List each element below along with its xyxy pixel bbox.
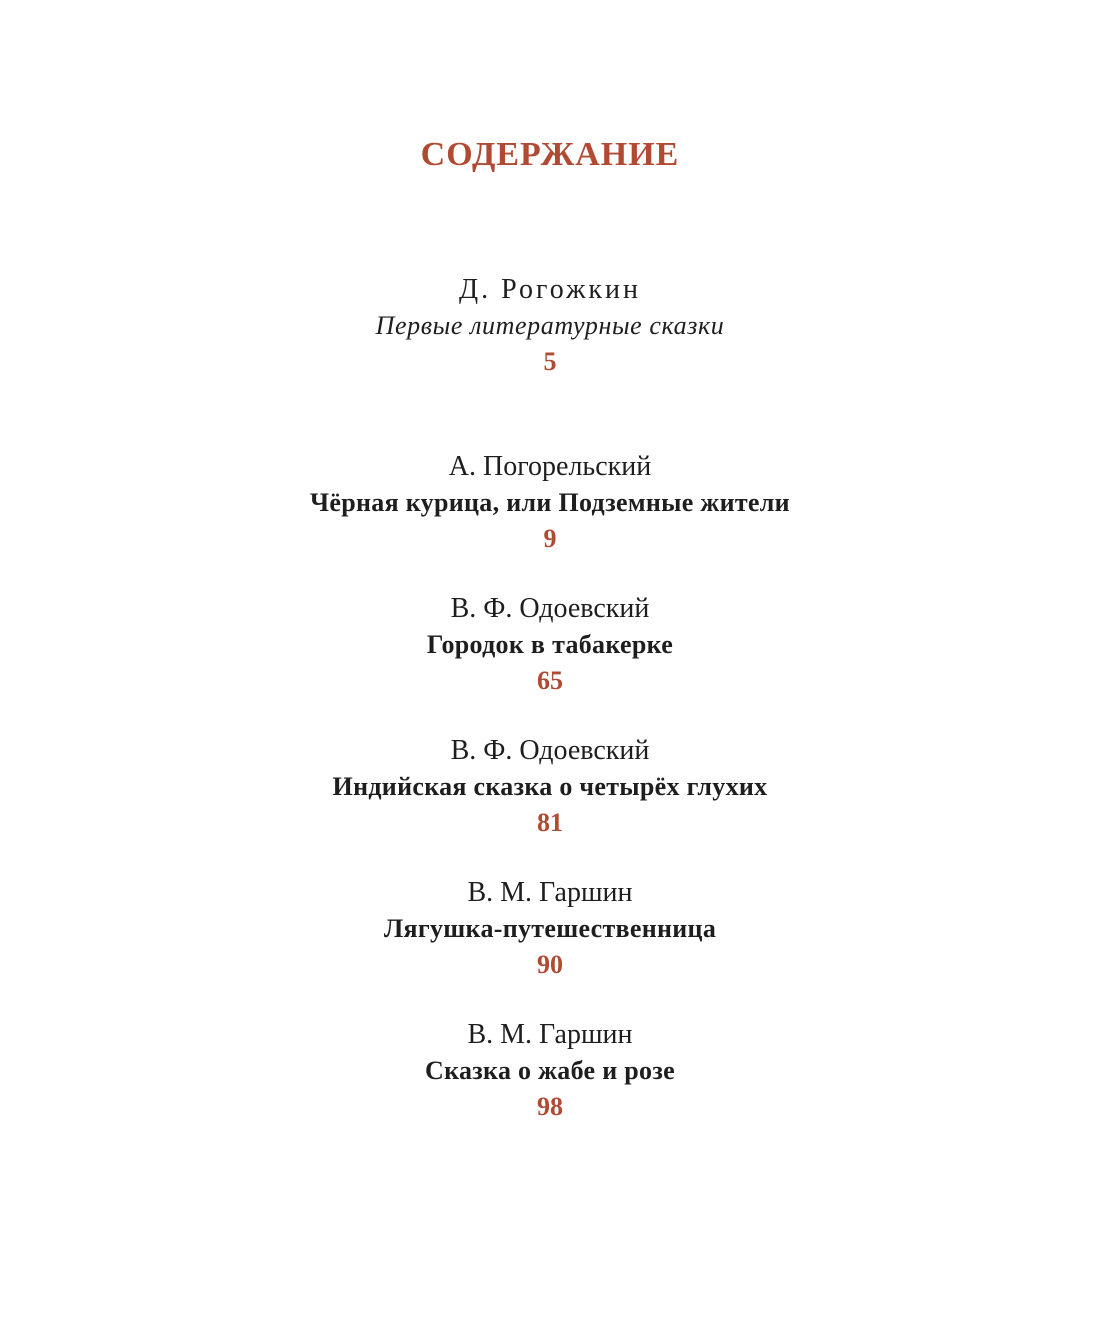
entry-title: Сказка о жабе и розе	[425, 1056, 675, 1085]
entry-title: Первые литературные сказки	[375, 311, 725, 340]
entry-page-number: 5	[543, 347, 557, 376]
entry-author: А. Погорельский	[448, 451, 652, 482]
toc-entry[interactable]	[0, 733, 1100, 841]
toc-entry-intro[interactable]	[0, 272, 1100, 380]
entry-page-number: 81	[537, 808, 563, 837]
entry-author: Д. Рогожкин	[459, 274, 641, 305]
entry-author: В. Ф. Одоевский	[450, 593, 650, 624]
toc-entry[interactable]	[0, 1017, 1100, 1125]
entry-page-number: 90	[537, 950, 563, 979]
entry-page-number: 65	[537, 666, 563, 695]
entry-author: В. М. Гаршин	[467, 1019, 633, 1050]
toc-entry[interactable]	[0, 591, 1100, 699]
entry-title: Чёрная курица, или Подземные жители	[310, 488, 790, 517]
entry-page-number: 98	[537, 1092, 563, 1121]
toc-entry[interactable]	[0, 875, 1100, 983]
entry-author: В. Ф. Одоевский	[450, 735, 650, 766]
entry-author: В. М. Гаршин	[467, 877, 633, 908]
toc-entry[interactable]	[0, 449, 1100, 557]
entry-title: Городок в табакерке	[426, 630, 674, 659]
entry-page-number: 9	[543, 524, 557, 553]
page-title: СОДЕРЖАНИЕ	[420, 136, 680, 173]
entry-title: Лягушка-путешественница	[383, 914, 717, 943]
entry-title: Индийская сказка о четырёх глухих	[332, 772, 768, 801]
